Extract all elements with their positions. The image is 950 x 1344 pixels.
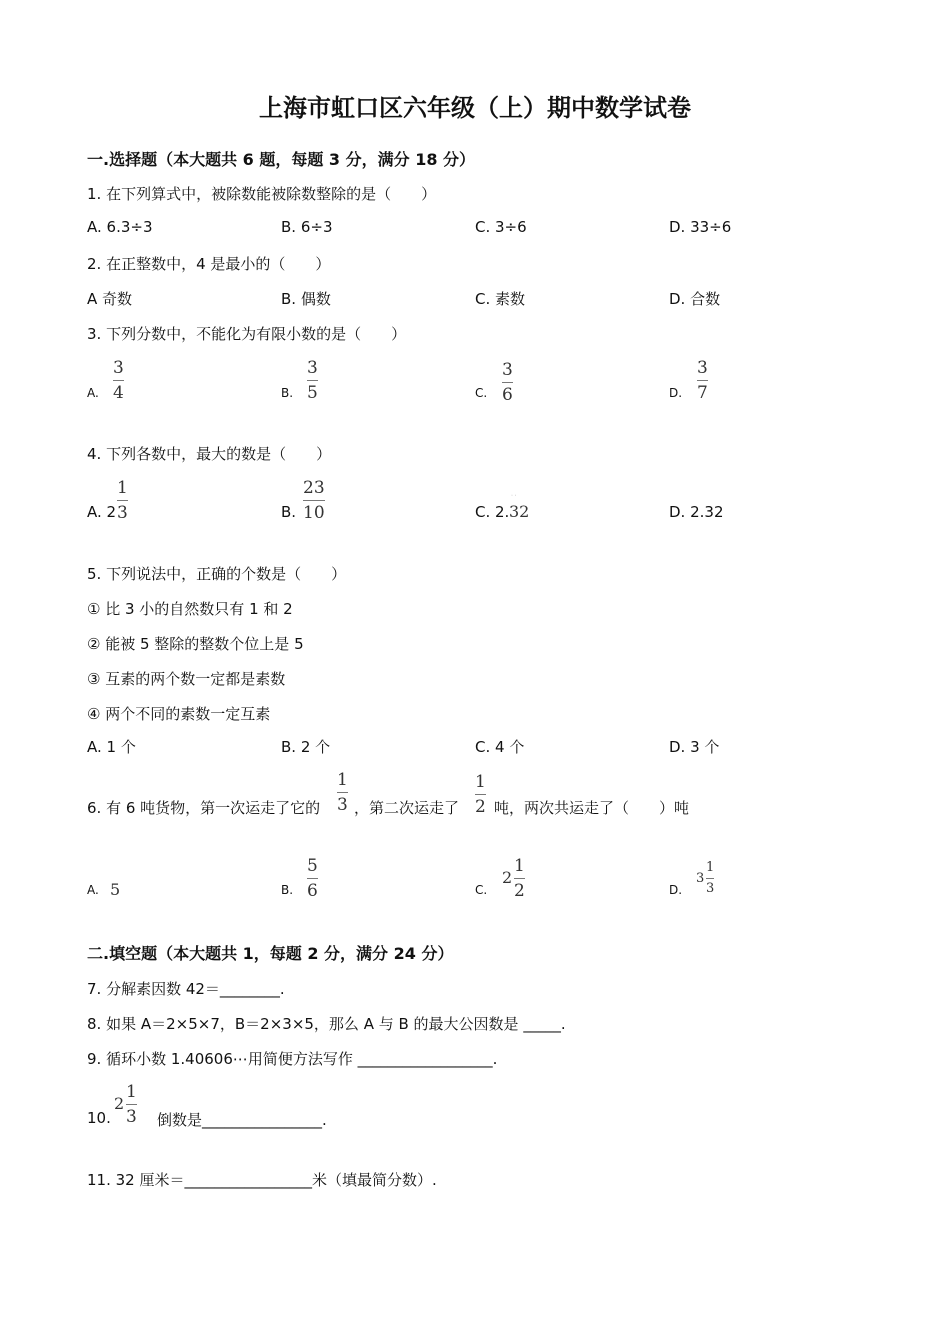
question-4-option-a-label: A. 2 (87, 503, 117, 521)
denominator: 3 (117, 503, 128, 523)
question-6-option-d-label: D. (669, 883, 683, 897)
fraction-bar (502, 382, 513, 383)
question-6-option-b-fraction (307, 856, 318, 901)
question-3-option-a-fraction (113, 358, 124, 403)
numerator: 3 (502, 360, 513, 380)
question-2-option-c: C. 素数 (475, 290, 526, 308)
question-6-option-b-label: B. (281, 883, 294, 897)
numerator: 1 (475, 772, 486, 792)
fraction-bar (514, 878, 525, 879)
question-2-option-d: D. 合数 (669, 290, 721, 308)
question-3-stem: 3. 下列分数中，不能化为有限小数的是（ ） (87, 325, 407, 343)
fraction-bar (113, 380, 124, 381)
numerator: 5 (307, 856, 318, 876)
question-6-stem-part-1: 6. 有 6 吨货物，第一次运走了它的 (87, 799, 321, 817)
numerator: 23 (303, 478, 325, 498)
question-3-option-d-fraction (697, 358, 708, 403)
statement-3: ③ 互素的两个数一定都是素数 (87, 670, 286, 688)
question-5-option-a: A. 1 个 (87, 738, 136, 756)
question-11: 11. 32 厘米＝_________________米（填最简分数）. (87, 1171, 437, 1189)
question-3-option-c-label: C. (475, 386, 488, 400)
fraction-bar (475, 794, 486, 795)
question-5-option-b: B. 2 个 (281, 738, 331, 756)
question-10-fraction (126, 1082, 137, 1127)
question-6-fraction-1 (337, 770, 348, 815)
repeating-dots: · · (511, 493, 517, 499)
page-title: 上海市虹口区六年级（上）期中数学试卷 (259, 94, 691, 122)
question-3-option-a-label: A. (87, 386, 99, 400)
question-4-option-c-digits: 32 (509, 502, 530, 521)
fraction-bar (697, 380, 708, 381)
denominator: 3 (126, 1107, 137, 1127)
question-6-stem-part-2: ，第二次运走了 (354, 799, 460, 817)
question-8: 8. 如果 A＝2×5×7，B＝2×3×5，那么 A 与 B 的最大公因数是 _____. (87, 1015, 566, 1033)
denominator: 10 (303, 503, 325, 523)
question-1-option-c: C. 3÷6 (475, 218, 527, 236)
denominator: 3 (706, 881, 715, 896)
denominator: 6 (502, 385, 513, 405)
section-2-heading: 二.填空题（本大题共 1，每题 2 分，满分 24 分） (87, 944, 454, 963)
denominator: 4 (113, 383, 124, 403)
statement-4: ④ 两个不同的素数一定互素 (87, 705, 271, 723)
numerator: 1 (126, 1082, 137, 1102)
question-4-option-d: D. 2.32 (669, 503, 724, 521)
question-6-option-a-label: A. (87, 883, 99, 897)
question-3-option-b-fraction (307, 358, 318, 403)
question-6-option-c-whole: 2 (502, 868, 513, 887)
question-3-option-b-label: B. (281, 386, 294, 400)
question-6-option-c-label: C. (475, 883, 488, 897)
question-5-option-d: D. 3 个 (669, 738, 720, 756)
question-1-stem: 1. 在下列算式中，被除数能被除数整除的是（ ） (87, 185, 437, 203)
question-4-option-c-label: C. 2. (475, 503, 510, 521)
fraction-bar (303, 500, 325, 501)
question-4-stem: 4. 下列各数中，最大的数是（ ） (87, 445, 332, 463)
question-6-option-d-whole: 3 (696, 871, 705, 886)
question-7: 7. 分解素因数 42＝________. (87, 980, 285, 998)
question-6-option-a-value: 5 (110, 880, 121, 899)
statement-1: ① 比 3 小的自然数只有 1 和 2 (87, 600, 293, 618)
numerator: 1 (706, 860, 715, 875)
question-4-option-a-fraction (117, 478, 128, 523)
fraction-bar (117, 500, 128, 501)
denominator: 5 (307, 383, 318, 403)
numerator: 1 (514, 856, 525, 876)
question-6-option-d-fraction (706, 860, 714, 897)
question-1-option-d: D. 33÷6 (669, 218, 732, 236)
fraction-bar (307, 878, 318, 879)
denominator: 6 (307, 881, 318, 901)
question-10-text: 倒数是________________. (157, 1111, 327, 1129)
question-4-option-b-fraction (303, 478, 325, 523)
question-3-option-d-label: D. (669, 386, 683, 400)
question-2-option-b: B. 偶数 (281, 290, 331, 308)
fraction-bar (126, 1104, 137, 1105)
denominator: 2 (475, 797, 486, 817)
statement-2: ② 能被 5 整除的整数个位上是 5 (87, 635, 304, 653)
fraction-bar (337, 792, 348, 793)
question-3-option-c-fraction (502, 360, 513, 405)
denominator: 3 (337, 795, 348, 815)
denominator: 2 (514, 881, 525, 901)
fraction-bar (307, 380, 318, 381)
question-5-stem: 5. 下列说法中，正确的个数是（ ） (87, 565, 347, 583)
numerator: 1 (117, 478, 128, 498)
numerator: 3 (307, 358, 318, 378)
question-4-option-b-label: B. (281, 503, 297, 521)
denominator: 7 (697, 383, 708, 403)
question-10-label: 10. (87, 1109, 111, 1127)
question-10-whole: 2 (114, 1094, 125, 1113)
question-1-option-a: A. 6.3÷3 (87, 218, 153, 236)
numerator: 3 (113, 358, 124, 378)
question-2-stem: 2. 在正整数中，4 是最小的（ ） (87, 255, 331, 273)
fraction-bar (706, 878, 714, 879)
question-5-option-c: C. 4 个 (475, 738, 525, 756)
question-6-stem-part-3: 吨，两次共运走了（ ）吨 (494, 799, 690, 817)
question-2-option-a: A 奇数 (87, 290, 133, 308)
numerator: 3 (697, 358, 708, 378)
section-1-heading: 一.选择题（本大题共 6 题，每题 3 分，满分 18 分） (87, 150, 476, 169)
numerator: 1 (337, 770, 348, 790)
question-6-option-c-fraction (514, 856, 525, 901)
question-6-fraction-2 (475, 772, 486, 817)
question-1-option-b: B. 6÷3 (281, 218, 333, 236)
question-9: 9. 循环小数 1.40606⋯用简便方法写作 __________________. (87, 1050, 498, 1068)
